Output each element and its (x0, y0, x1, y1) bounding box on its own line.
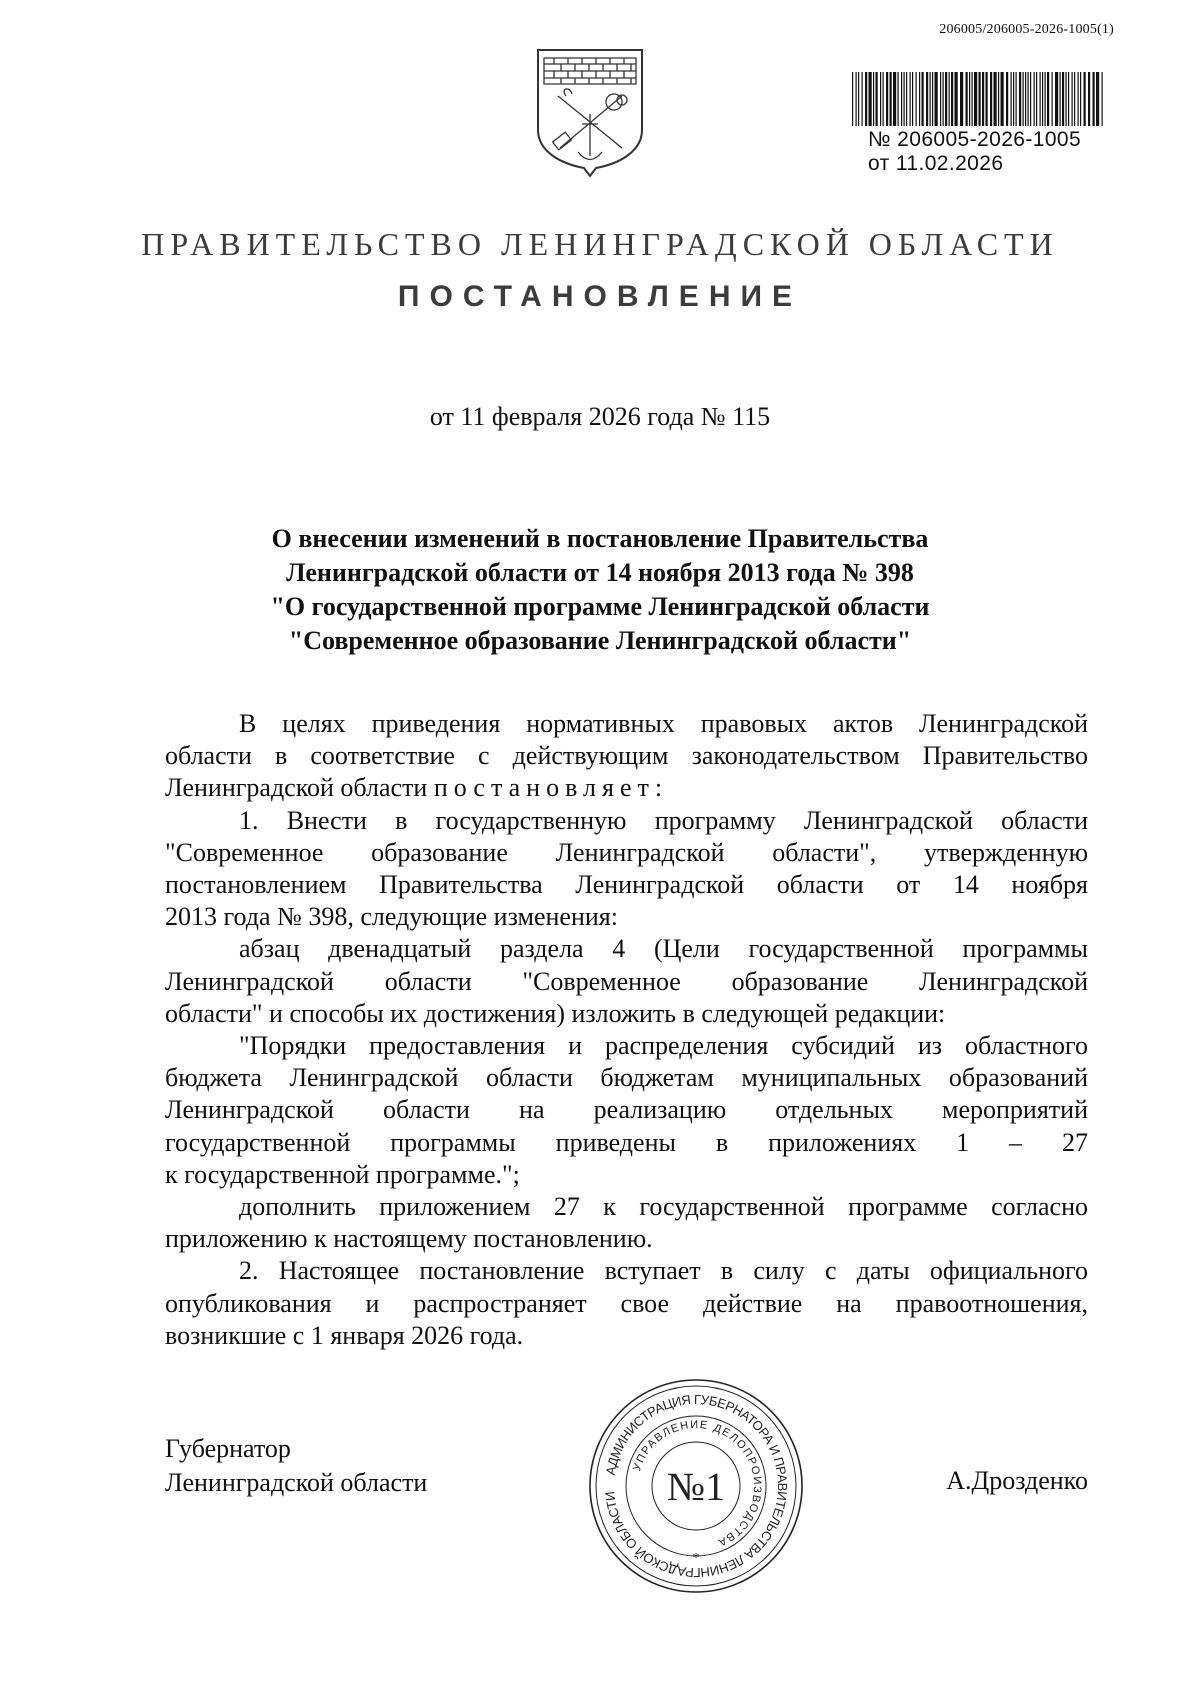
barcode-bar (919, 72, 920, 126)
barcode-bar (862, 72, 863, 126)
barcode-bar (972, 72, 973, 126)
barcode (852, 72, 1106, 126)
heading-line: "Современное образование Ленинградской области" (288, 626, 912, 655)
body-line: опубликования и распространяет свое действие на правоотношения, (165, 1288, 1088, 1318)
barcode-bar (940, 72, 941, 126)
barcode-bar (974, 72, 977, 126)
barcode-bar (1060, 72, 1061, 126)
barcode-bar (969, 72, 970, 126)
barcode-bar (912, 72, 913, 126)
barcode-bar (951, 72, 953, 126)
barcode-bar (935, 72, 938, 126)
barcode-bar (852, 72, 853, 126)
barcode-bar (1078, 72, 1079, 126)
body-line: абзац двенадцатый раздела 4 (Цели государственной программы (239, 934, 1088, 964)
body-line: к государственной программе."; (165, 1159, 520, 1189)
body-line: области в соответствие с действующим законодательством Правительство (165, 741, 1088, 771)
barcode-bar (1068, 72, 1069, 126)
barcode-bar (856, 72, 857, 126)
barcode-bar (886, 72, 888, 126)
barcode-bar (922, 72, 924, 126)
barcode-bar (1096, 72, 1099, 126)
barcode-bar (858, 72, 859, 126)
barcode-bar (926, 72, 928, 126)
heading-line: Ленинградской области от 14 ноября 2013 года № 398 (286, 558, 914, 587)
barcode-bar (1072, 72, 1073, 126)
body-line: Ленинградской области на реализацию отдельных мероприятий (165, 1095, 1088, 1125)
barcode-bar (1001, 72, 1004, 126)
document-date-number: от 11 февраля 2026 года № 115 (429, 402, 771, 431)
body-line: 2. Настоящее постановление вступает в силу с даты официального (239, 1256, 1088, 1286)
barcode-bar (1084, 72, 1086, 126)
barcode-bar (1074, 72, 1075, 126)
document-body (165, 708, 1088, 1352)
barcode-bar (890, 72, 892, 126)
barcode-bar (1088, 72, 1090, 126)
barcode-bar (869, 72, 872, 126)
body-line: Ленинградской области "Современное образование Ленинградской (165, 966, 1088, 996)
government-title: ПРАВИТЕЛЬСТВО ЛЕНИНГРАДСКОЙ ОБЛАСТИ (141, 226, 1059, 262)
barcode-bar (1045, 72, 1046, 126)
barcode-bar (910, 72, 911, 126)
barcode-bar (994, 72, 997, 126)
barcode-bar (1036, 72, 1037, 126)
barcode-bar (979, 72, 981, 126)
barcode-bar (1042, 72, 1043, 126)
official-seal-stamp (586, 1376, 806, 1596)
body-text: Ленинградской области (165, 773, 428, 803)
body-line: "Современное образование Ленинградской области", утвержденную (165, 837, 1088, 867)
barcode-bar (904, 72, 905, 126)
coat-of-arms-emblem (530, 44, 650, 178)
seal-outer-text: АДМИНИСТРАЦИЯ ГУБЕРНАТОРА И ПРАВИТЕЛЬСТВА ЛЕНИНГРАДСКОЙ ОБЛАСТИ (602, 1391, 791, 1581)
barcode-bar (1093, 72, 1095, 126)
barcode-bar (1040, 72, 1041, 126)
barcode-bar (883, 72, 884, 126)
signatory-title-line: Губернатор (165, 1434, 291, 1463)
barcode-bar (876, 72, 878, 126)
barcode-bar (916, 72, 917, 126)
barcode-bar (945, 72, 947, 126)
seal-inner-text: УПРАВЛЕНИЕ ДЕЛОПРОИЗВОДСТВА (631, 1418, 764, 1549)
registration-date: от 11.02.2026 (868, 152, 1004, 175)
barcode-bar (990, 72, 992, 126)
body-line: 1. Внести в государственную программу Ленинградской области (239, 805, 1088, 835)
body-line: возникшие с 1 января 2026 года. (165, 1320, 524, 1350)
barcode-bar (1016, 72, 1017, 126)
barcode-bar (1013, 72, 1014, 126)
barcode-bar (1034, 72, 1035, 126)
barcode-bar (906, 72, 907, 126)
heading-line: "О государственной программе Ленинградской области (270, 592, 930, 621)
barcode-bar (930, 72, 931, 126)
heading-line: О внесении изменений в постановление Правительства (271, 524, 929, 553)
barcode-bar (998, 72, 999, 126)
barcode-bar (893, 72, 896, 126)
barcode-bar (1006, 72, 1008, 126)
barcode-bar (1062, 72, 1064, 126)
seal-number: №1 (666, 1464, 726, 1509)
barcode-bar (966, 72, 968, 126)
barcode-bar (873, 72, 874, 126)
signatory-title (165, 1432, 427, 1500)
barcode-bar (949, 72, 950, 126)
body-line: государственной программы приведены в приложениях 1 – 27 (165, 1127, 1088, 1157)
body-line: дополнить приложением 27 к государственной программе согласно (239, 1192, 1088, 1222)
barcode-bar (1023, 72, 1024, 126)
document-type: ПОСТАНОВЛЕНИЕ (397, 280, 803, 313)
barcode-bar (982, 72, 984, 126)
barcode-bar (1080, 72, 1081, 126)
barcode-bar (898, 72, 899, 126)
barcode-bar (901, 72, 902, 126)
barcode-bar (1066, 72, 1067, 126)
barcode-bar (986, 72, 988, 126)
document-heading (150, 522, 1050, 658)
barcode-bar (1019, 72, 1021, 126)
body-line (165, 772, 1088, 804)
barcode-bar (865, 72, 867, 126)
barcode-bar (932, 72, 933, 126)
barcode-bar (880, 72, 881, 126)
barcode-bar (1055, 72, 1058, 126)
spaced-verb: постановляет: (433, 773, 669, 803)
barcode-bar (1025, 72, 1026, 126)
body-line: приложению к настоящему постановлению. (165, 1224, 653, 1254)
barcode-bar (1102, 72, 1103, 126)
body-line: 2013 года № 398, следующие изменения: (165, 902, 618, 932)
barcode-bar (1047, 72, 1049, 126)
barcode-bar (955, 72, 958, 126)
registration-number: № 206005-2026-1005 (868, 128, 1082, 151)
barcode-bar (1030, 72, 1031, 126)
document-reference: 206005/206005-2026-1005(1) (939, 22, 1114, 37)
body-line: постановлением Правительства Ленинградской области от 14 ноября (165, 870, 1088, 900)
barcode-bar (1011, 72, 1012, 126)
signatory-title-line: Ленинградской области (165, 1468, 428, 1497)
body-line: "Порядки предоставления и распределения субсидий из областного (239, 1031, 1088, 1061)
barcode-bar (1052, 72, 1053, 126)
signatory-name: А.Дрозденко (946, 1466, 1088, 1495)
body-line: области" и способы их достижения) изложить в следующей редакции: (165, 998, 946, 1028)
seal-star: * (692, 1551, 700, 1566)
barcode-bar (960, 72, 963, 126)
barcode-bar (943, 72, 944, 126)
body-line: бюджета Ленинградской области бюджетам муниципальных образований (165, 1063, 1088, 1093)
barcode-bar (1028, 72, 1029, 126)
body-line: В целях приведения нормативных правовых актов Ленинградской (239, 709, 1088, 738)
